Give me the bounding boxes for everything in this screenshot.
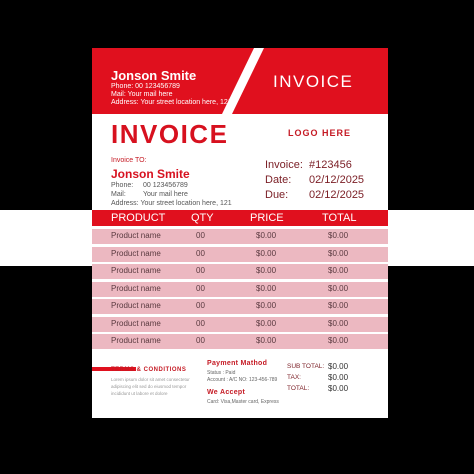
tax-value: $0.00 [328, 373, 349, 382]
column-header-qty: QTY [191, 212, 214, 224]
subtotal-value: $0.00 [328, 362, 349, 371]
payment-method-title: Payment Mathod [207, 360, 268, 367]
cell-product: Product name [111, 231, 161, 240]
cell-total: $0.00 [328, 248, 349, 258]
payment-status: Status : Paid [207, 370, 236, 376]
invoice-title: INVOICE [111, 119, 229, 149]
invoice-header [92, 48, 388, 114]
terms-line: adipiscing elit sed do eiusmod tempor [111, 384, 187, 389]
cell-qty: 00 [196, 318, 205, 328]
due-label: Due: [265, 189, 289, 201]
due-value: 02/12/2025 [309, 189, 365, 201]
table-row [92, 247, 388, 262]
header-invoice-title: INVOICE [273, 72, 354, 91]
invoice-to-label: Invoice TO: [111, 157, 147, 164]
cell-qty: 00 [196, 301, 205, 310]
cell-total: $0.00 [328, 266, 349, 275]
table-row [92, 282, 388, 297]
cell-product: Product name [111, 248, 161, 258]
cell-qty: 00 [196, 336, 205, 345]
client-address: Address: Your street location here, 121 [111, 200, 232, 207]
terms-line: Lorem ipsum dolor sit amet consectetur [111, 377, 190, 382]
accepted-cards: Card: Visa,Master card, Express [207, 399, 279, 405]
cell-product: Product name [111, 283, 161, 293]
grand-total-value: $0.00 [328, 384, 349, 393]
cell-price: $0.00 [256, 301, 277, 310]
table-row [92, 299, 388, 314]
table-row [92, 317, 388, 332]
cell-total: $0.00 [328, 318, 349, 328]
cell-price: $0.00 [256, 231, 277, 240]
table-row [92, 229, 388, 244]
column-header-product: PRODUCT [111, 212, 166, 224]
cell-price: $0.00 [256, 266, 277, 275]
invoice-number-value: #123456 [309, 159, 352, 171]
cell-total: $0.00 [328, 231, 349, 240]
column-header-total: TOTAL [322, 212, 357, 224]
we-accept-title: We Accept [207, 389, 246, 396]
cell-qty: 00 [196, 283, 205, 293]
sender-address: Address: Your street location here, 121 [111, 99, 232, 106]
cell-qty: 00 [196, 231, 205, 240]
cell-product: Product name [111, 336, 161, 345]
terms-line: incididunt ut labore et dolore [111, 391, 168, 396]
invoice-sheet [92, 48, 388, 418]
cell-qty: 00 [196, 266, 205, 275]
date-value: 02/12/2025 [309, 174, 365, 186]
table-row [92, 334, 388, 349]
terms-title: TERMS & CONDITIONS [111, 367, 187, 373]
cell-product: Product name [111, 318, 161, 328]
sender-mail: Mail: Your mail here [111, 91, 173, 98]
sender-name: Jonson Smite [111, 68, 197, 83]
cell-price: $0.00 [256, 318, 277, 328]
subtotal-label: SUB TOTAL: [287, 363, 325, 370]
client-mail-label: Mail: [111, 191, 126, 198]
client-phone [111, 182, 188, 189]
sender-phone: Phone: 00 123456789 [111, 83, 180, 90]
client-mail [111, 191, 188, 198]
table-header [92, 210, 388, 226]
tax-label: TAX: [287, 374, 301, 381]
cell-total: $0.00 [328, 301, 349, 310]
cell-price: $0.00 [256, 283, 277, 293]
logo-placeholder: LOGO HERE [288, 128, 352, 138]
cell-total: $0.00 [328, 283, 349, 293]
grand-total-label: TOTAL: [287, 385, 310, 392]
client-name: Jonson Smite [111, 167, 190, 181]
cell-price: $0.00 [256, 248, 277, 258]
cell-total: $0.00 [328, 336, 349, 345]
cell-price: $0.00 [256, 336, 277, 345]
table-row [92, 264, 388, 279]
payment-account: Account : A/C NO: 123-456-789 [207, 377, 278, 383]
client-phone-label: Phone: [111, 182, 134, 189]
cell-qty: 00 [196, 248, 205, 258]
date-label: Date: [265, 174, 292, 186]
cell-product: Product name [111, 301, 161, 310]
column-header-price: PRICE [250, 212, 284, 224]
client-phone-value: 00 123456789 [143, 182, 188, 189]
invoice-number-label: Invoice: [265, 159, 303, 171]
client-mail-value: Your mail here [143, 191, 188, 198]
cell-product: Product name [111, 266, 161, 275]
